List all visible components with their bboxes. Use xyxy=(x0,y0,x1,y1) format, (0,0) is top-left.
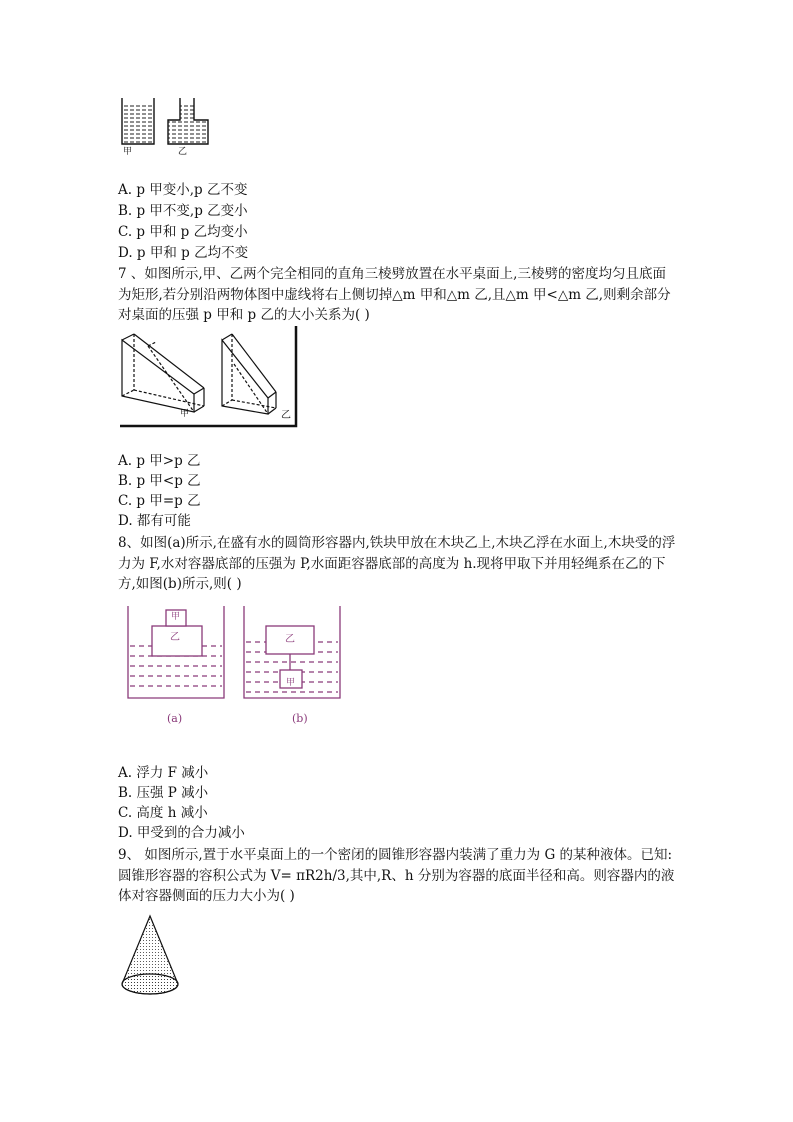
q8-fig-caption-b: (b) xyxy=(292,712,308,725)
q8-fig-b-label-jia: 甲 xyxy=(286,678,296,688)
q7-figure xyxy=(118,324,300,428)
q8-figure xyxy=(120,604,350,704)
q8-fig-a-label-jia: 甲 xyxy=(171,612,181,622)
q7-stem: 7 、如图所示,甲、乙两个完全相同的直角三棱劈放置在水平桌面上,三棱劈的密度均匀且底面为矩形,若分别沿两物体图中虚线将右上侧切掉△m 甲和△m 乙,且△m 甲<△m 乙,则剩余部分对桌面的压强 p 甲和 p 乙的大小关系为( ) xyxy=(118,266,671,323)
q6-fig-label-jia: 甲 xyxy=(123,147,133,157)
q9-stem: 9、 如图所示,置于水平桌面上的一个密闭的圆锥形容器内装满了重力为 G 的某种液体。已知:圆锥形容器的容积公式为 V= πR2h/3,其中,R、h 分别为容器的底面半径和高。则容器内的液体对容器侧面的压力大小为( ) xyxy=(118,847,675,904)
q6-option-d: D. p 甲和 p 乙均不变 xyxy=(118,245,249,261)
q7-option-d: D. 都有可能 xyxy=(118,513,191,529)
q8-option-c: C. 高度 h 减小 xyxy=(118,805,208,821)
q7-option-c: C. p 甲=p 乙 xyxy=(118,493,201,509)
q8-option-b: B. 压强 P 减小 xyxy=(118,785,209,801)
q7-fig-label-jia: 甲 xyxy=(180,409,190,419)
q8-option-d: D. 甲受到的合力减小 xyxy=(118,825,245,841)
q8-fig-a-label-yi: 乙 xyxy=(170,632,180,643)
q8-option-a: A. 浮力 F 减小 xyxy=(118,765,209,781)
q8-fig-caption-a: (a) xyxy=(167,712,183,725)
q6-option-c: C. p 甲和 p 乙均变小 xyxy=(118,224,248,240)
q6-option-a: A. p 甲变小,p 乙不变 xyxy=(118,182,248,198)
q7-option-a: A. p 甲>p 乙 xyxy=(118,453,201,469)
q9-cone-figure xyxy=(118,912,182,1002)
q6-option-b: B. p 甲不变,p 乙变小 xyxy=(118,203,248,219)
q8-fig-b-label-yi: 乙 xyxy=(285,634,295,645)
q7-option-b: B. p 甲<p 乙 xyxy=(118,473,201,489)
q6-fig-label-yi: 乙 xyxy=(178,147,188,157)
q7-fig-label-yi: 乙 xyxy=(281,410,291,421)
q6-figure xyxy=(118,96,218,160)
q8-stem: 8、如图(a)所示,在盛有水的圆筒形容器内,铁块甲放在木块乙上,木块乙浮在水面上,木块受的浮力为 F,水对容器底部的压强为 P,水面距容器底部的高度为 h.现将甲取下并用轻绳系在乙的下方,如图(b)所示,则( ) xyxy=(118,535,676,592)
